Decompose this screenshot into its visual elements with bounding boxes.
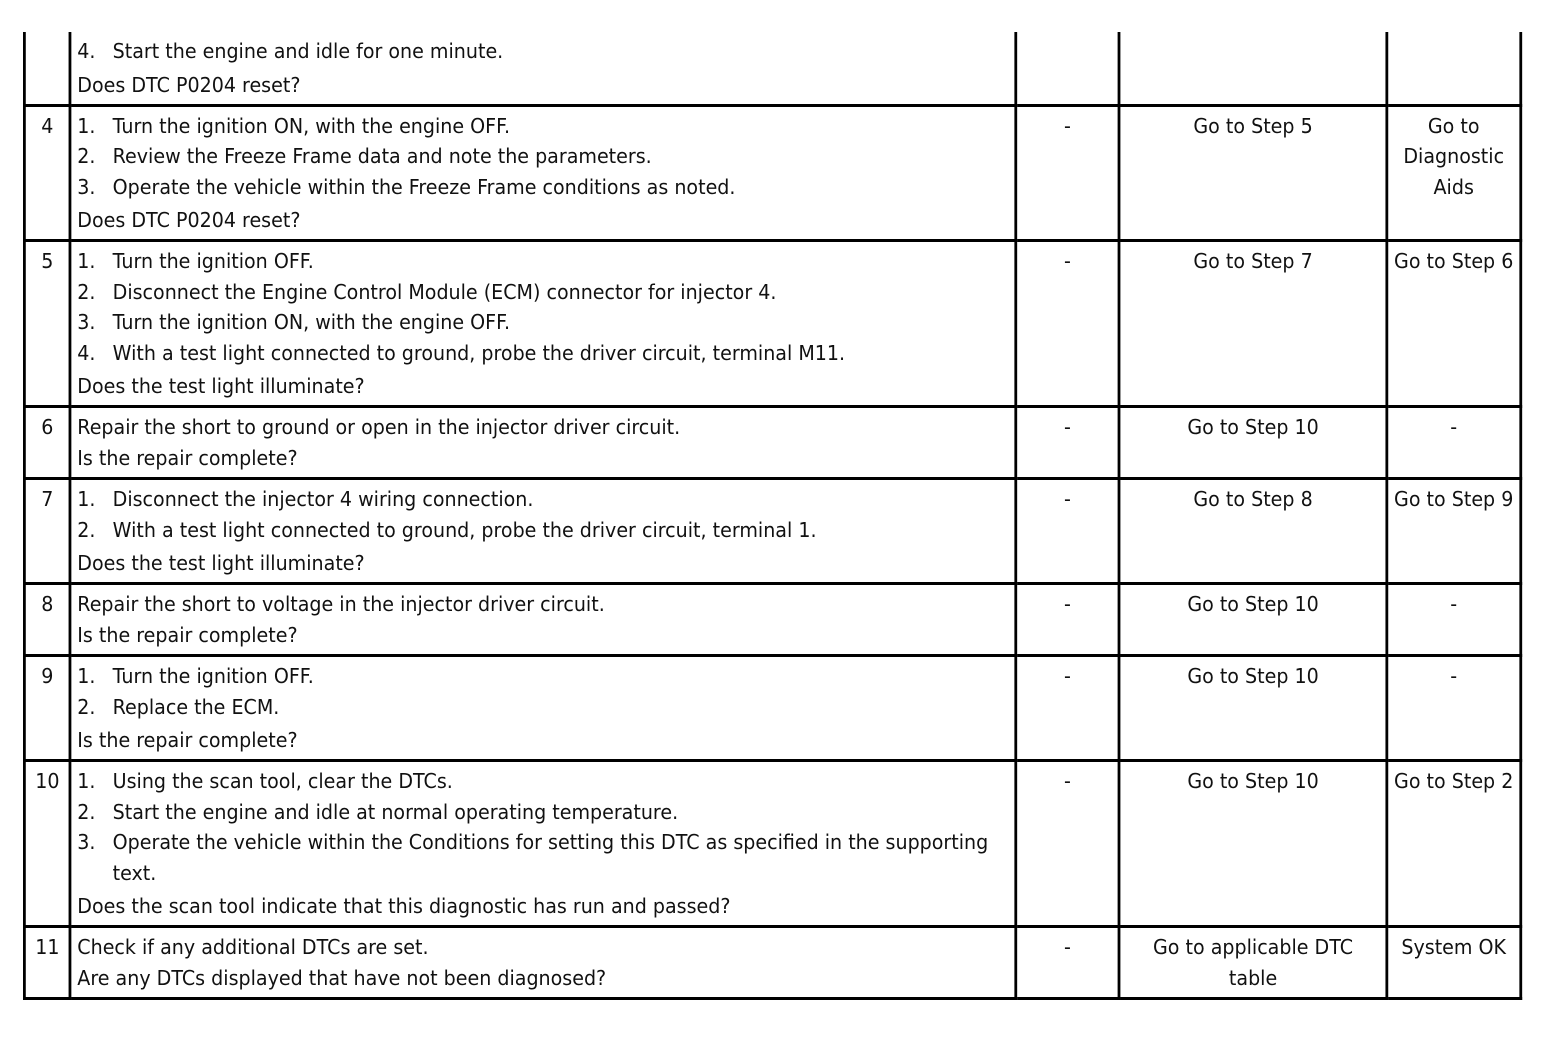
- action-cell: [70, 32, 1015, 105]
- value-cell: -: [1015, 407, 1119, 479]
- action-question: Is the repair complete?: [77, 728, 298, 752]
- step-number: 11: [24, 927, 70, 999]
- value-cell: -: [1015, 656, 1119, 761]
- action-cell: [70, 656, 1015, 761]
- action-cell: [70, 761, 1015, 927]
- list-item: [77, 661, 1008, 692]
- table-row: [24, 927, 1520, 999]
- table-row: [24, 407, 1520, 479]
- list-item: [77, 338, 1008, 369]
- step-number: 7: [24, 479, 70, 584]
- list-item: [77, 515, 1008, 546]
- step-number: 9: [24, 656, 70, 761]
- list-item-text: With a test light connected to ground, probe the driver circuit, terminal 1.: [112, 517, 817, 542]
- list-item-text: Operate the vehicle within the Freeze Frame conditions as noted.: [112, 174, 736, 199]
- yes-cell: Go to Step 10: [1119, 656, 1386, 761]
- list-item-number: 1.: [77, 664, 96, 688]
- list-item-number: 2.: [77, 144, 96, 168]
- yes-cell: Go to Step 10: [1119, 761, 1386, 927]
- value-cell: -: [1015, 241, 1119, 407]
- list-item-number: 4.: [77, 340, 96, 365]
- action-question: Is the repair complete?: [77, 445, 298, 470]
- value-cell: -: [1015, 584, 1119, 656]
- list-item-text: Turn the ignition OFF.: [112, 249, 314, 273]
- action-question: Are any DTCs displayed that have not been diagnosed?: [77, 965, 607, 990]
- diagnostic-table-page: [23, 32, 1514, 1000]
- no-cell: Go to Step 9: [1387, 479, 1521, 584]
- list-item: [77, 111, 1008, 142]
- list-item-number: 2.: [77, 694, 96, 719]
- list-item-text: Turn the ignition ON, with the engine OFF.: [112, 310, 511, 334]
- step-number: 8: [24, 584, 70, 656]
- action-cell: [70, 105, 1015, 241]
- list-item: [77, 277, 1008, 308]
- yes-cell: Go to Step 7: [1119, 241, 1386, 407]
- list-item: [77, 766, 1008, 797]
- action-text: Check if any additional DTCs are set.: [77, 935, 429, 959]
- list-item-text: Disconnect the injector 4 wiring connection.: [112, 487, 534, 511]
- table-row: [24, 32, 1520, 105]
- no-cell: -: [1387, 584, 1521, 656]
- action-list: [77, 246, 1008, 368]
- list-item-number: 3.: [77, 174, 96, 199]
- value-cell: -: [1015, 479, 1119, 584]
- action-question: Does the test light illuminate?: [77, 551, 365, 575]
- no-cell: Go to Step 2: [1387, 761, 1521, 927]
- list-item: [77, 307, 1008, 338]
- value-cell: [1015, 32, 1119, 105]
- action-cell: [70, 407, 1015, 479]
- list-item-number: 3.: [77, 310, 96, 334]
- no-cell: Go to Diagnostic Aids: [1387, 105, 1521, 241]
- list-item-number: 2.: [77, 279, 96, 304]
- value-cell: -: [1015, 105, 1119, 241]
- no-cell: -: [1387, 407, 1521, 479]
- table-row: [24, 761, 1520, 927]
- action-text: Repair the short to ground or open in the injector driver circuit.: [77, 415, 681, 439]
- no-cell: -: [1387, 656, 1521, 761]
- list-item: [77, 36, 1008, 67]
- action-question: Is the repair complete?: [77, 622, 298, 647]
- yes-cell: Go to Step 8: [1119, 479, 1386, 584]
- no-cell: System OK: [1387, 927, 1521, 999]
- list-item-number: 2.: [77, 799, 96, 824]
- action-question: Does the scan tool indicate that this diagnostic has run and passed?: [77, 894, 731, 918]
- yes-cell: Go to applicable DTC table: [1119, 927, 1386, 999]
- yes-cell: Go to Step 5: [1119, 105, 1386, 241]
- list-item-text: Review the Freeze Frame data and note the parameters.: [112, 144, 652, 168]
- action-question: Does DTC P0204 reset?: [77, 72, 301, 97]
- step-number: 4: [24, 105, 70, 241]
- list-item-number: 1.: [77, 113, 96, 138]
- list-item-number: 1.: [77, 769, 96, 793]
- list-item-text: Operate the vehicle within the Conditions for setting this DTC as specified in the supporting text.: [112, 830, 989, 885]
- list-item-number: 3.: [77, 830, 96, 854]
- list-item-number: 4.: [77, 39, 96, 63]
- step-number: [24, 32, 70, 105]
- action-cell: [70, 584, 1015, 656]
- no-cell: [1387, 32, 1521, 105]
- action-cell: [70, 927, 1015, 999]
- action-list: [77, 661, 1008, 722]
- list-item: [77, 246, 1008, 277]
- action-list: [77, 36, 1008, 67]
- yes-cell: Go to Step 10: [1119, 584, 1386, 656]
- action-cell: [70, 479, 1015, 584]
- table-row: [24, 105, 1520, 241]
- value-cell: -: [1015, 761, 1119, 927]
- list-item-text: With a test light connected to ground, probe the driver circuit, terminal M11.: [112, 340, 846, 365]
- action-list: [77, 766, 1008, 888]
- list-item: [77, 172, 1008, 203]
- table-row: [24, 479, 1520, 584]
- yes-cell: [1119, 32, 1386, 105]
- list-item-text: Replace the ECM.: [112, 694, 280, 719]
- list-item-text: Using the scan tool, clear the DTCs.: [112, 769, 453, 793]
- action-cell: [70, 241, 1015, 407]
- action-question: Does DTC P0204 reset?: [77, 208, 301, 232]
- list-item-text: Disconnect the Engine Control Module (ECM) connector for injector 4.: [112, 279, 777, 304]
- list-item-number: 2.: [77, 517, 96, 542]
- list-item: [77, 827, 1008, 888]
- no-cell: Go to Step 6: [1387, 241, 1521, 407]
- action-text: Repair the short to voltage in the injector driver circuit.: [77, 592, 605, 616]
- list-item-text: Turn the ignition ON, with the engine OFF.: [112, 113, 511, 138]
- table-row: [24, 241, 1520, 407]
- list-item-text: Start the engine and idle for one minute.: [112, 39, 504, 63]
- action-list: [77, 484, 1008, 545]
- list-item-text: Turn the ignition OFF.: [112, 664, 314, 688]
- list-item-number: 1.: [77, 487, 96, 511]
- list-item: [77, 692, 1008, 723]
- table-row: [24, 656, 1520, 761]
- action-list: [77, 111, 1008, 203]
- step-number: 6: [24, 407, 70, 479]
- step-number: 5: [24, 241, 70, 407]
- yes-cell: Go to Step 10: [1119, 407, 1386, 479]
- list-item: [77, 141, 1008, 172]
- table-row: [24, 584, 1520, 656]
- value-cell: -: [1015, 927, 1119, 999]
- step-number: 10: [24, 761, 70, 927]
- action-question: Does the test light illuminate?: [77, 374, 365, 398]
- list-item-number: 1.: [77, 249, 96, 273]
- list-item-text: Start the engine and idle at normal operating temperature.: [112, 799, 679, 824]
- list-item: [77, 484, 1008, 515]
- list-item: [77, 797, 1008, 828]
- diagnostic-steps-table: [23, 32, 1522, 1000]
